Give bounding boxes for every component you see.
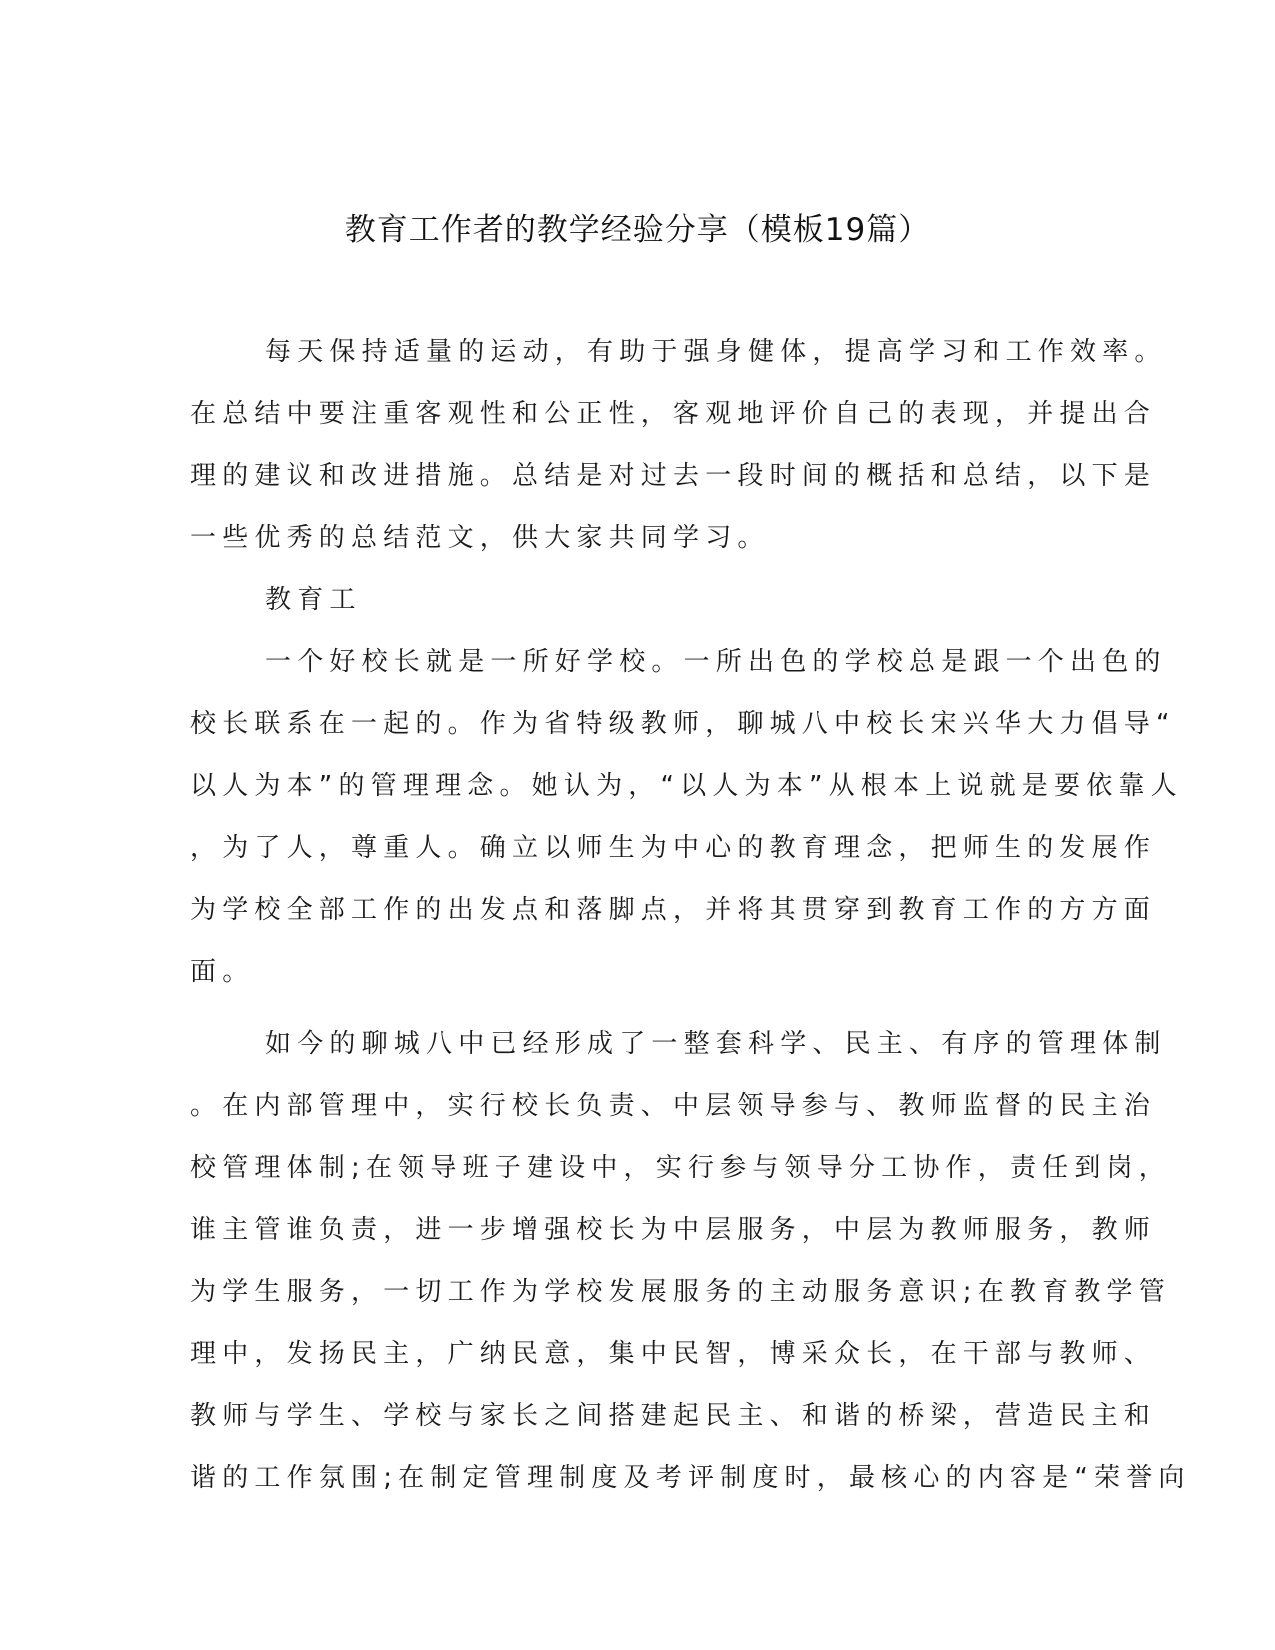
paragraph-line: 校管理体制;在领导班子建设中，实行参与领导分工协作，责任到岗， (190, 1153, 1171, 1183)
paragraph-line: 以人为本”的管理理念。她认为，“以人为本”从根本上说就是要依靠人 (190, 771, 1183, 801)
paragraph-line: 每天保持适量的运动，有助于强身健体，提高学习和工作效率。 (265, 337, 1167, 367)
paragraph-line: 一些优秀的总结范文，供大家共同学习。 (190, 523, 770, 553)
paragraph-line: 理的建议和改进措施。总结是对过去一段时间的概括和总结，以下是 (190, 461, 1157, 491)
paragraph-line: 为学校全部工作的出发点和落脚点，并将其贯穿到教育工作的方方面 (190, 895, 1157, 925)
paragraph-line: 校长联系在一起的。作为省特级教师，聊城八中校长宋兴华大力倡导“ (190, 709, 1176, 739)
paragraph-line: 。在内部管理中，实行校长负责、中层领导参与、教师监督的民主治 (190, 1091, 1157, 1121)
document-body (190, 332, 1191, 1520)
paragraph-line: 谁主管谁负责，进一步增强校长为中层服务，中层为教师服务，教师 (190, 1215, 1157, 1245)
paragraph-line: ，为了人，尊重人。确立以师生为中心的教育理念，把师生的发展作 (190, 833, 1157, 863)
document-title: 教育工作者的教学经验分享（模板19篇） (344, 212, 931, 248)
paragraph-line: 在总结中要注重客观性和公正性，客观地评价自己的表现，并提出合 (190, 399, 1157, 429)
paragraph-line: 面。 (190, 957, 255, 987)
paragraph-line: 一个好校长就是一所好学校。一所出色的学校总是跟一个出色的 (265, 647, 1167, 677)
section-heading: 教育工 (265, 585, 362, 615)
paragraph-line: 教师与学生、学校与家长之间搭建起民主、和谐的桥梁，营造民主和 (190, 1401, 1157, 1431)
paragraph-line: 理中，发扬民主，广纳民意，集中民智，博采众长，在干部与教师、 (190, 1339, 1157, 1369)
paragraph-line: 谐的工作氛围;在制定管理制度及考评制度时，最核心的内容是“荣誉向 (190, 1463, 1191, 1493)
paragraph-line: 为学生服务，一切工作为学校发展服务的主动服务意识;在教育教学管 (190, 1277, 1171, 1307)
paragraph-line: 如今的聊城八中已经形成了一整套科学、民主、有序的管理体制 (265, 1029, 1167, 1059)
